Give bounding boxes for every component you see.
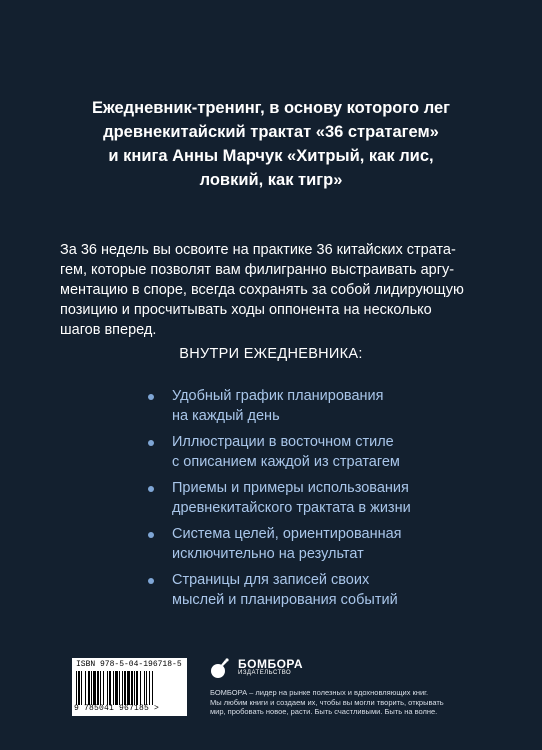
logo-name: БОМБОРА <box>238 657 304 671</box>
feature-item <box>148 386 508 432</box>
bombora-logo-icon <box>210 657 232 679</box>
publisher-line: БОМБОРА – лидер на рынке полезных и вдохновляющих книг. <box>210 688 429 697</box>
feature-line: Удобный график планирования <box>172 388 384 404</box>
bullet-icon <box>148 486 154 492</box>
isbn-text: ISBN 978-5-04-196718-5 <box>76 660 182 669</box>
feature-text <box>172 570 398 610</box>
headline-line: древнекитайский трактат «36 стратагем» <box>103 123 439 141</box>
headline-line: и книга Анны Марчук «Хитрый, как лис, <box>108 147 434 165</box>
feature-line: Страницы для записей своих <box>172 572 370 588</box>
intro-line: шагов вперед. <box>60 322 157 338</box>
barcode-bars <box>76 671 183 705</box>
headline-line: ловкий, как тигр» <box>199 171 343 189</box>
barcode-number: 9 785041 967185 > <box>74 704 160 713</box>
intro-line: гем, которые позволят вам филигранно выстраивать аргу- <box>60 262 455 278</box>
bullet-icon <box>148 394 154 400</box>
barcode <box>72 658 187 716</box>
feature-line: исключительно на результат <box>172 546 364 562</box>
feature-line: Система целей, ориентированная <box>172 526 402 542</box>
publisher-blurb <box>210 688 510 717</box>
publisher-line: мир, пробовать новое, расти. Быть счастливыми. Быть на волне. <box>210 707 438 716</box>
feature-text <box>172 524 402 564</box>
feature-line: Приемы и примеры использования <box>172 480 409 496</box>
publisher-line: Мы любим книги и создаем их, чтобы вы могли творить, открывать <box>210 697 444 707</box>
feature-line: на каждый день <box>172 408 280 424</box>
feature-item <box>148 432 508 478</box>
feature-item <box>148 478 508 524</box>
feature-line: древнекитайского трактата в жизни <box>172 500 411 516</box>
bullet-icon <box>148 532 154 538</box>
headline-line: Ежедневник-тренинг, в основу которого лег <box>91 99 451 117</box>
feature-text <box>172 386 383 426</box>
intro-line: За 36 недель вы освоите на практике 36 китайских страта- <box>60 242 456 258</box>
feature-text <box>172 432 400 472</box>
section-title: ВНУТРИ ЕЖЕДНЕВНИКА: <box>179 346 363 362</box>
publisher-logo <box>210 651 330 683</box>
bullet-icon <box>148 578 154 584</box>
feature-line: с описанием каждой из стратагем <box>172 454 400 470</box>
intro-paragraph <box>60 240 500 340</box>
feature-item <box>148 524 508 570</box>
logo-subtitle: ИЗДАТЕЛЬСТВО <box>238 670 292 676</box>
bullet-icon <box>148 440 154 446</box>
intro-line: позицию и просчитывать ходы оппонента на несколько <box>60 302 432 318</box>
feature-line: мыслей и планирования событий <box>172 592 398 608</box>
headline <box>40 96 502 192</box>
feature-list <box>148 386 508 616</box>
feature-item <box>148 570 508 616</box>
intro-line: ментацию в споре, всегда сохранять за собой лидирующую <box>60 282 464 298</box>
feature-line: Иллюстрации в восточном стиле <box>172 434 394 450</box>
feature-text <box>172 478 411 518</box>
